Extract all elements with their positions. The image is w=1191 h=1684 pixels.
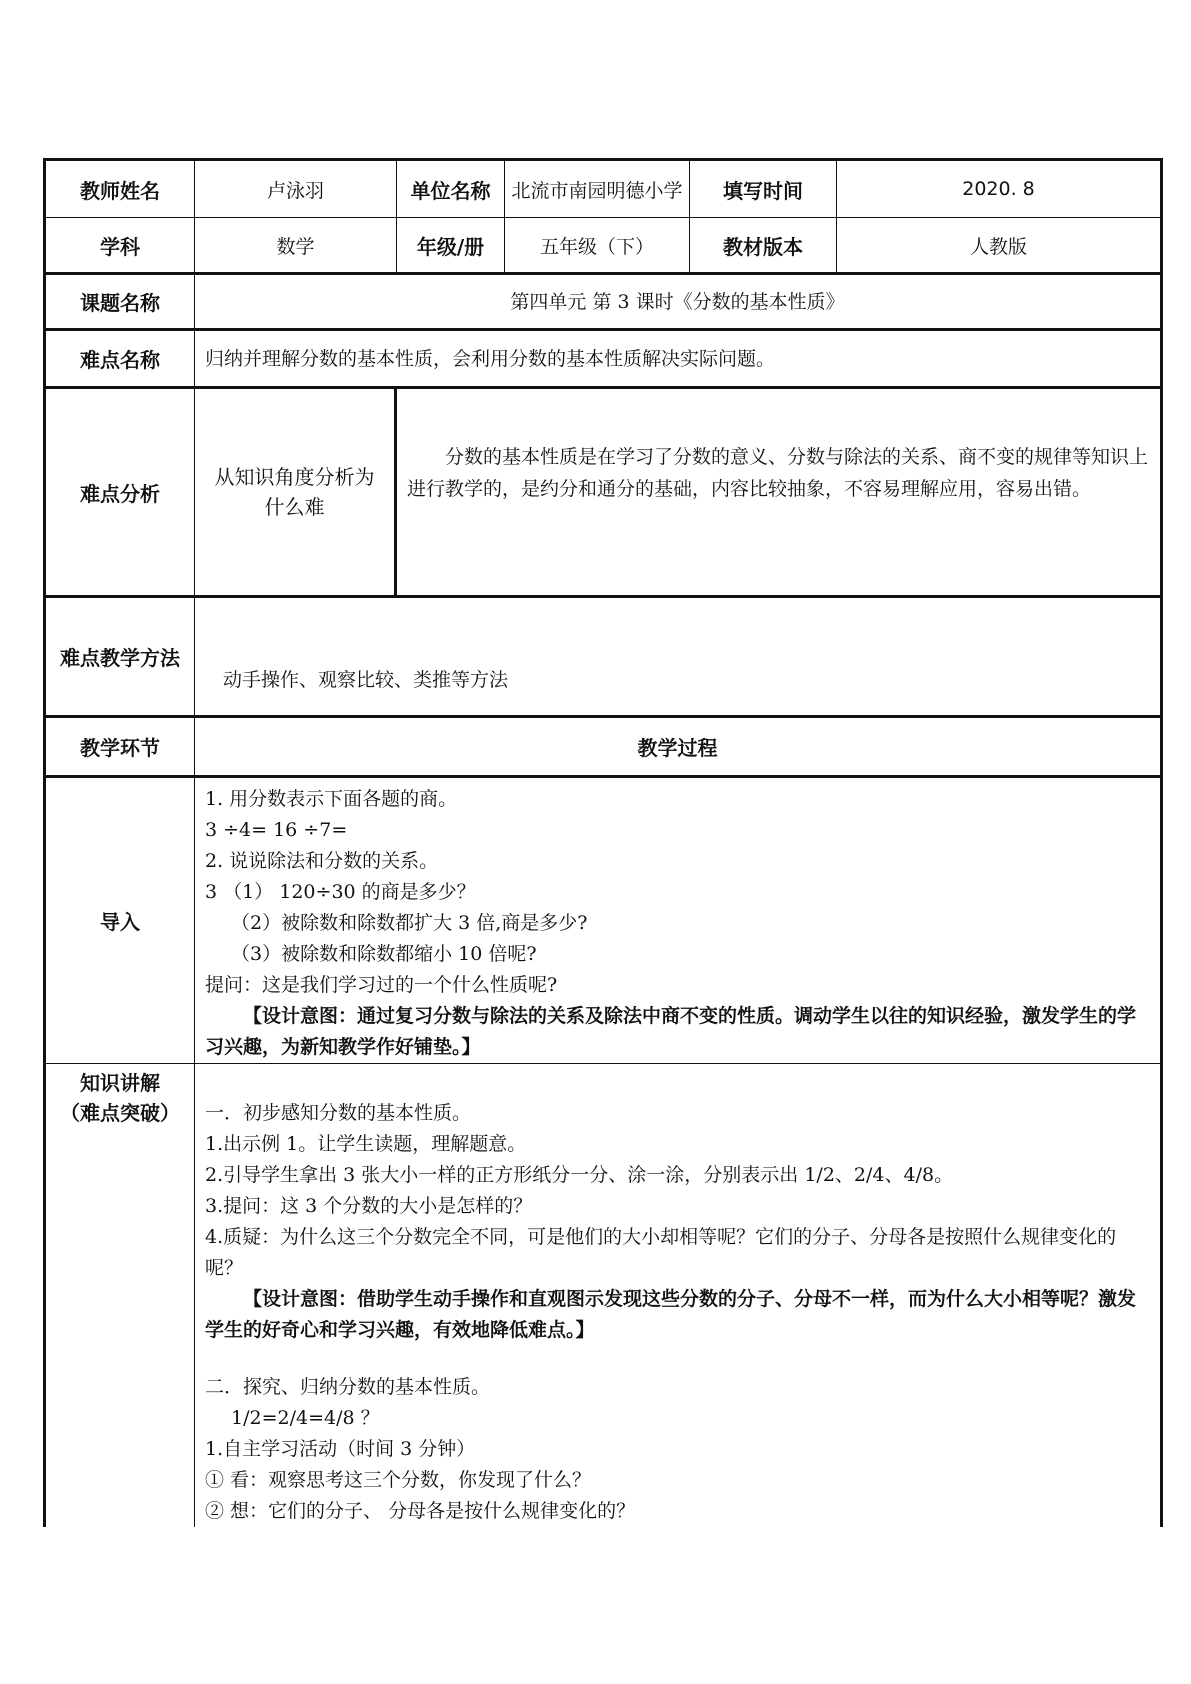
part2-line: ① 看：观察思考这三个分数，你发现了什么？ (205, 1469, 592, 1491)
analysis-cell (195, 388, 1162, 597)
grade-label: 年级/册 (397, 218, 505, 274)
edition-label: 教材版本 (690, 218, 837, 274)
intro-line: 3 ÷4= 16 ÷7= (205, 819, 348, 841)
knowledge-label-line2: （难点突破） (60, 1101, 180, 1125)
grade-value: 五年级（下） (505, 218, 690, 274)
process-stage-label: 教学环节 (45, 717, 195, 777)
part1-line: 1.出示例 1。让学生读题，理解题意。 (205, 1133, 527, 1155)
spacer (205, 1346, 1150, 1372)
date-label: 填写时间 (690, 160, 837, 218)
method-value: 动手操作、观察比较、类推等方法 (195, 597, 1162, 717)
intro-line: 提问：这是我们学习过的一个什么性质呢? (205, 974, 558, 996)
part2-title: 二．探究、归纳分数的基本性质。 (205, 1376, 491, 1398)
part1-line: 2.引导学生拿出 3 张大小一样的正方形纸分一分、涂一涂，分别表示出 1/2、2/4、4/8。 (205, 1164, 954, 1186)
intro-line: （3）被除数和除数都缩小 10 倍呢? (231, 943, 537, 965)
lesson-plan-table (43, 158, 1163, 1527)
edition-value: 人教版 (837, 218, 1162, 274)
intro-line: 2. 说说除法和分数的关系。 (205, 850, 439, 872)
part1-title: 一．初步感知分数的基本性质。 (205, 1102, 472, 1124)
difficulty-value: 归纳并理解分数的基本性质，会利用分数的基本性质解决实际问题。 (195, 330, 1162, 388)
date-value: 2020. 8 (837, 160, 1162, 218)
part2-line: ② 想：它们的分子、 分母各是按什么规律变化的？ (205, 1500, 636, 1522)
method-label: 难点教学方法 (45, 597, 195, 717)
unit-value: 北流市南园明德小学 (505, 160, 690, 218)
process-header-value: 教学过程 (195, 717, 1162, 777)
teacher-label: 教师姓名 (45, 160, 195, 218)
subject-label: 学科 (45, 218, 195, 274)
intro-design-intent: 【设计意图：通过复习分数与除法的关系及除法中商不变的性质。调动学生以往的知识经验，激发学生的学习兴趣，为新知教学作好铺垫。】 (205, 1005, 1137, 1058)
intro-line: 3 （1） 120÷30 的商是多少？ (205, 881, 476, 903)
knowledge-content (195, 1064, 1162, 1528)
part1-line: 3.提问：这 3 个分数的大小是怎样的？ (205, 1195, 533, 1217)
intro-label: 导入 (45, 777, 195, 1064)
subject-value: 数学 (195, 218, 397, 274)
analysis-label: 难点分析 (45, 388, 195, 597)
analysis-sub-label: 从知识角度分析为什么难 (195, 389, 397, 595)
unit-label: 单位名称 (397, 160, 505, 218)
topic-label: 课题名称 (45, 274, 195, 330)
teacher-value: 卢泳羽 (195, 160, 397, 218)
part2-line: 1.自主学习活动（时间 3 分钟） (205, 1438, 476, 1460)
intro-content (195, 777, 1162, 1064)
lesson-plan-sheet (43, 158, 1160, 1541)
topic-value: 第四单元 第 3 课时《分数的基本性质》 (195, 274, 1162, 330)
knowledge-label-line1: 知识讲解 (80, 1071, 160, 1095)
part1-design-intent: 【设计意图：借助学生动手操作和直观图示发现这些分数的分子、分母不一样，而为什么大小相等呢？激发学生的好奇心和学习兴趣，有效地降低难点。】 (205, 1288, 1137, 1341)
part2-equation: 1/2=2/4=4/8 ？ (231, 1407, 380, 1429)
analysis-text: 分数的基本性质是在学习了分数的意义、分数与除法的关系、商不变的规律等知识上进行教学的，是约分和通分的基础，内容比较抽象，不容易理解应用，容易出错。 (407, 446, 1149, 500)
intro-line: （2）被除数和除数都扩大 3 倍,商是多少? (231, 912, 588, 934)
part1-line: 4.质疑：为什么这三个分数完全不同，可是他们的大小却相等呢？它们的分子、分母各是按照什么规律变化的呢？ (205, 1226, 1117, 1279)
difficulty-label: 难点名称 (45, 330, 195, 388)
knowledge-label (45, 1064, 195, 1528)
intro-line: 1. 用分数表示下面各题的商。 (205, 788, 458, 810)
